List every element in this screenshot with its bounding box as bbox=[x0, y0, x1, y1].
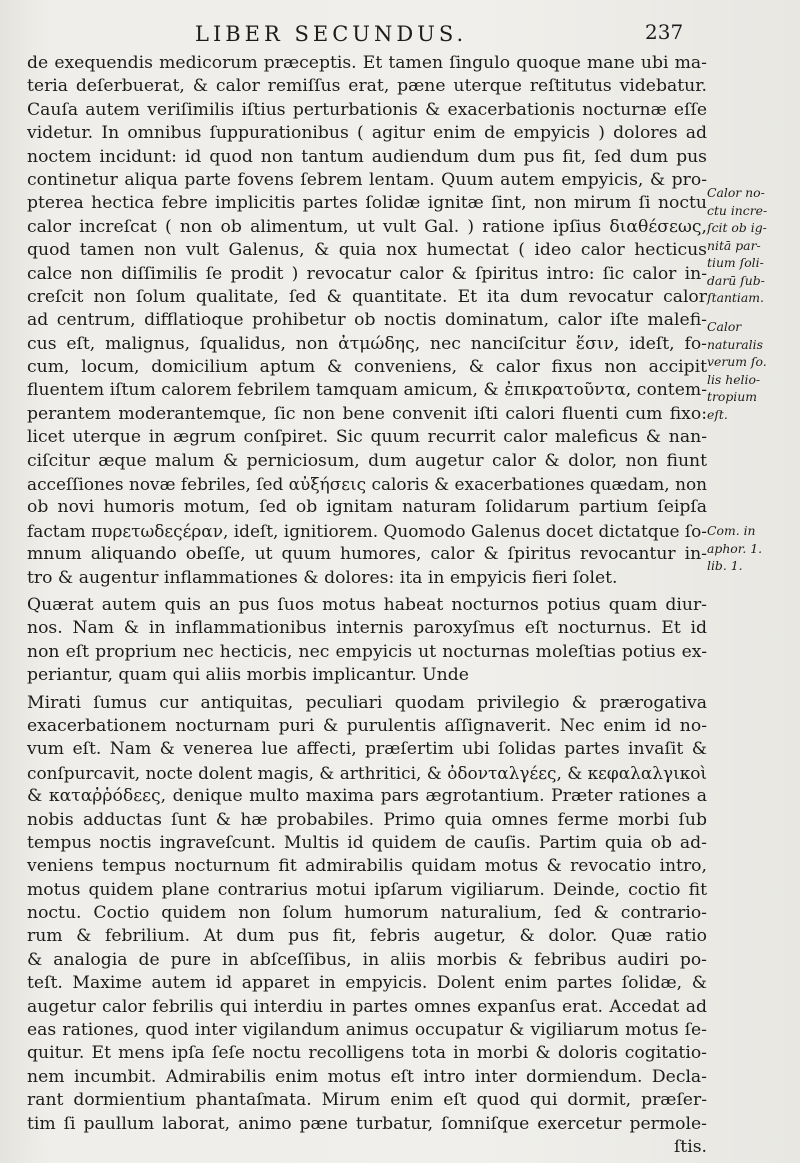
text-line: nos. Nam & in inflammationibus internis paroxyſmus eſt nocturnus. Et id bbox=[27, 618, 707, 639]
main-text bbox=[27, 52, 707, 1159]
paragraph bbox=[27, 692, 707, 1160]
text-line: perantem moderantemque, ſic non bene convenit iſti calori fluenti cum fixo: bbox=[27, 403, 707, 424]
text-line: vum eſt. Nam & venerea lue affecti, præſertim ubi ſolidas partes invaſit & bbox=[27, 739, 707, 760]
margin-note-line: darū ſub- bbox=[707, 272, 765, 288]
margin-note-line: Com. in bbox=[707, 523, 756, 538]
text-line: veniens tempus nocturnum fit admirabilis quidam motus & revocatio intro, bbox=[27, 856, 707, 877]
margin-note-line: tropium bbox=[707, 389, 757, 404]
text-line: fluentem iſtum calorem febrilem tamquam amicum, & ἐπικρατοῦντα, contem- bbox=[27, 380, 707, 401]
margin-note-line: eſt. bbox=[707, 406, 728, 422]
margin-note-line: ſcit ob ig- bbox=[707, 220, 767, 235]
text-line: & καταῤῥόδεες, denique multo maxima pars ægrotantium. Præter rationes a bbox=[27, 786, 707, 807]
text-line: Quærat autem quis an pus ſuos motus habeat nocturnos potius quam diur- bbox=[27, 594, 707, 615]
text-line: non eſt proprium nec hecticis, nec empyicis ut nocturnas moleſtias potius ex- bbox=[27, 641, 707, 662]
paragraph bbox=[27, 52, 707, 590]
margin-note-line: tium ſoli- bbox=[707, 255, 764, 270]
text-line: periantur, quam qui aliis morbis implicantur. Unde bbox=[27, 665, 469, 686]
text-line: de exequendis medicorum præceptis. Et tamen ſingulo quoque mane ubi ma- bbox=[27, 53, 707, 73]
text-line: eas rationes, quod inter vigilandum animus occupatur & vigiliarum motus ſe- bbox=[27, 1020, 707, 1041]
text-line: nobis adductas ſunt & hæ probabiles. Primo quia omnes ferme morbi ſub bbox=[27, 809, 707, 830]
text-line: tro & augentur inflammationes & dolores: ita in empyicis fieri ſolet. bbox=[27, 567, 618, 588]
margin-note-line: ſtantiam. bbox=[707, 290, 764, 305]
margin-note-line: naturalis bbox=[707, 336, 763, 352]
text-line: exacerbationem nocturnam puri & purulentis aſſignaverit. Nec enim id no- bbox=[27, 715, 707, 736]
text-line: motus quidem plane contrarius motui ipſarum vigiliarum. Deinde, coctio fit bbox=[27, 879, 707, 900]
text-line: augetur calor febrilis qui interdiu in partes omnes expanſus erat. Accedat ad bbox=[27, 996, 707, 1017]
running-head: LIBER SECUNDUS. bbox=[195, 22, 468, 46]
text-line: rant dormientium phantaſmata. Mirum enim eſt quod qui dormit, præſer- bbox=[27, 1090, 707, 1111]
margin-note-line: ctu incre- bbox=[707, 202, 768, 218]
text-line: cum, locum, domicilium aptum & conveniens, & calor fixus non accipit bbox=[27, 357, 707, 378]
text-line: ſtis. bbox=[673, 1136, 707, 1157]
text-line: calce non diſſimilis ſe prodit ) revocatur calor & ſpiritus intro: ſic calor in- bbox=[27, 263, 707, 284]
page-header bbox=[0, 20, 800, 50]
text-line: calor increſcat ( non ob alimentum, ut vult Gal. ) ratione ipſius διαθέσεως, bbox=[27, 216, 707, 237]
text-line: licet uterque in ægrum conſpiret. Sic quum recurrit calor maleficus & nan- bbox=[27, 427, 707, 448]
text-line: continetur aliqua parte fovens ſebrem lentam. Quum autem empyicis, & pro- bbox=[27, 169, 707, 190]
text-line: ob novi humoris motum, ſed ob ignitam naturam ſolidarum partium ſeipſa bbox=[27, 497, 707, 518]
margin-note bbox=[707, 184, 797, 307]
text-line: nem incumbit. Admirabilis enim motus eſt intro inter dormiendum. Decla- bbox=[27, 1066, 707, 1087]
text-line: factam πυρετωδεςέραν, ideſt, ignitiorem. Quomodo Galenus docet dictatque ſo- bbox=[27, 520, 707, 541]
text-line: tim ſi paullum laborat, animo pæne turbatur, ſomniſque exercetur permole- bbox=[27, 1113, 707, 1134]
text-line: quod tamen non vult Galenus, & quia nox humectat ( ideo calor hecticus bbox=[27, 240, 707, 261]
text-line: noctem incidunt: id quod non tantum audiendum dum pus fit, ſed dum pus bbox=[27, 146, 707, 167]
text-line: quitur. Et mens ipſa ſeſe noctu recolligens tota in morbi & doloris cogitatio- bbox=[27, 1043, 707, 1064]
text-line: teria deſerbuerat, & calor remiſſus erat, pæne uterque reſtitutus videbatur. bbox=[27, 76, 707, 97]
margin-note-line: lib. 1. bbox=[707, 558, 743, 573]
margin-note-line: Calor bbox=[707, 319, 742, 334]
text-line: conſpurcavit, nocte dolent magis, & arthritici, & ὀδονταλγέες, & κεφαλαλγικοὶ bbox=[27, 762, 708, 783]
text-line: videtur. In omnibus ſuppurationibus ( agitur enim de empyicis ) dolores ad bbox=[27, 123, 707, 144]
margin-note-line: lis helio- bbox=[707, 371, 761, 387]
text-line: rum & febrilium. At dum pus fit, febris augetur, & dolor. Quæ ratio bbox=[27, 926, 707, 947]
text-line: ad centrum, difflatioque prohibetur ob noctis dominatum, calor iſte malefi- bbox=[27, 310, 707, 331]
text-line: noctu. Coctio quidem non ſolum humorum naturalium, ſed & contrario- bbox=[27, 903, 707, 924]
text-line: mnum aliquando obeſſe, ut quum humores, calor & ſpiritus revocantur in- bbox=[27, 544, 707, 565]
paragraph bbox=[27, 594, 707, 688]
margin-note-line: Calor no- bbox=[707, 185, 765, 200]
text-line: cus eſt, malignus, ſqualidus, non ἀτμώδης, nec nanciſcitur ἕσιν, ideſt, fo- bbox=[27, 333, 707, 354]
text-line: creſcit non ſolum qualitate, ſed & quantitate. Et ita dum revocatur calor bbox=[27, 286, 707, 307]
margin-note bbox=[707, 522, 797, 575]
margin-note-line: nitā par- bbox=[707, 237, 761, 253]
margin-note-line: aphor. 1. bbox=[707, 540, 763, 556]
text-line: Mirati ſumus cur antiquitas, peculiari quodam privilegio & prærogativa bbox=[27, 692, 707, 713]
text-line: & analogia de pure in abſceſſibus, in aliis morbis & febribus audiri po- bbox=[27, 949, 707, 970]
text-line: acceſſiones novæ febriles, ſed αὐξήσεις caloris & exacerbationes quædam, non bbox=[27, 474, 707, 495]
text-line: pterea hectica febre implicitis partes ſolidæ ignitæ ſint, non mirum ſi noctu bbox=[27, 193, 707, 214]
text-line: teſt. Maxime autem id apparet in empyicis. Dolent enim partes ſolidæ, & bbox=[27, 973, 707, 994]
margin-note-line: verum ſo. bbox=[707, 354, 767, 369]
margin-note bbox=[707, 318, 797, 423]
text-line: ciſcitur æque malum & perniciosum, dum augetur calor & dolor, non fiunt bbox=[27, 450, 707, 471]
text-line: tempus noctis ingraveſcunt. Multis id quidem de cauſis. Partim quia ob ad- bbox=[27, 832, 707, 853]
text-line: Cauſa autem veriſimilis iſtius perturbationis & exacerbationis nocturnæ eſſe bbox=[27, 99, 707, 120]
page-number: 237 bbox=[645, 20, 684, 44]
